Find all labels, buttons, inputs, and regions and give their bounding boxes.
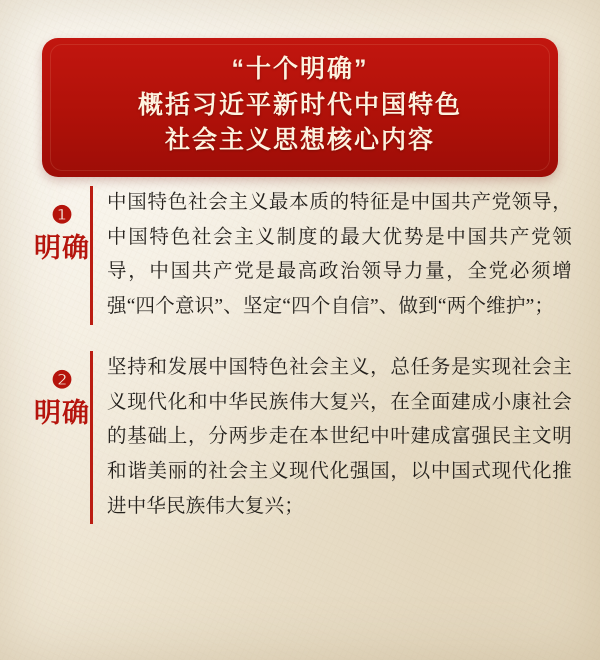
title-banner <box>42 38 558 177</box>
list-item <box>0 186 600 325</box>
item-text: 坚持和发展中国特色社会主义，总任务是实现社会主义现代化和中华民族伟大复兴，在全面建成小康社会的基础上，分两步走在本世纪中叶建成富强民主文明和谐美丽的社会主义现代化强国，以中国式现代化推进中华民族伟大复兴； <box>107 356 572 517</box>
item-number-icon: ❷ <box>51 366 73 394</box>
list-item <box>0 351 600 525</box>
item-list <box>0 186 600 524</box>
item-text: 中国特色社会主义最本质的特征是中国共产党领导，中国特色社会主义制度的最大优势是中国共产党领导，中国共产党是最高政治领导力量，全党必须增强“四个意识”、坚定“四个自信”、做到“两个维护”； <box>107 192 572 318</box>
item-marker <box>34 351 90 428</box>
item-label: 明确 <box>34 233 90 263</box>
item-marker <box>34 186 90 263</box>
title-line-2: 概括习近平新时代中国特色 <box>137 90 462 119</box>
title-line-1: “十个明确” <box>231 55 369 83</box>
item-body <box>90 351 572 525</box>
title-line-3: 社会主义思想核心内容 <box>164 126 435 154</box>
item-number-icon: ❶ <box>51 202 73 229</box>
item-body <box>90 186 572 325</box>
item-label: 明确 <box>34 397 90 428</box>
